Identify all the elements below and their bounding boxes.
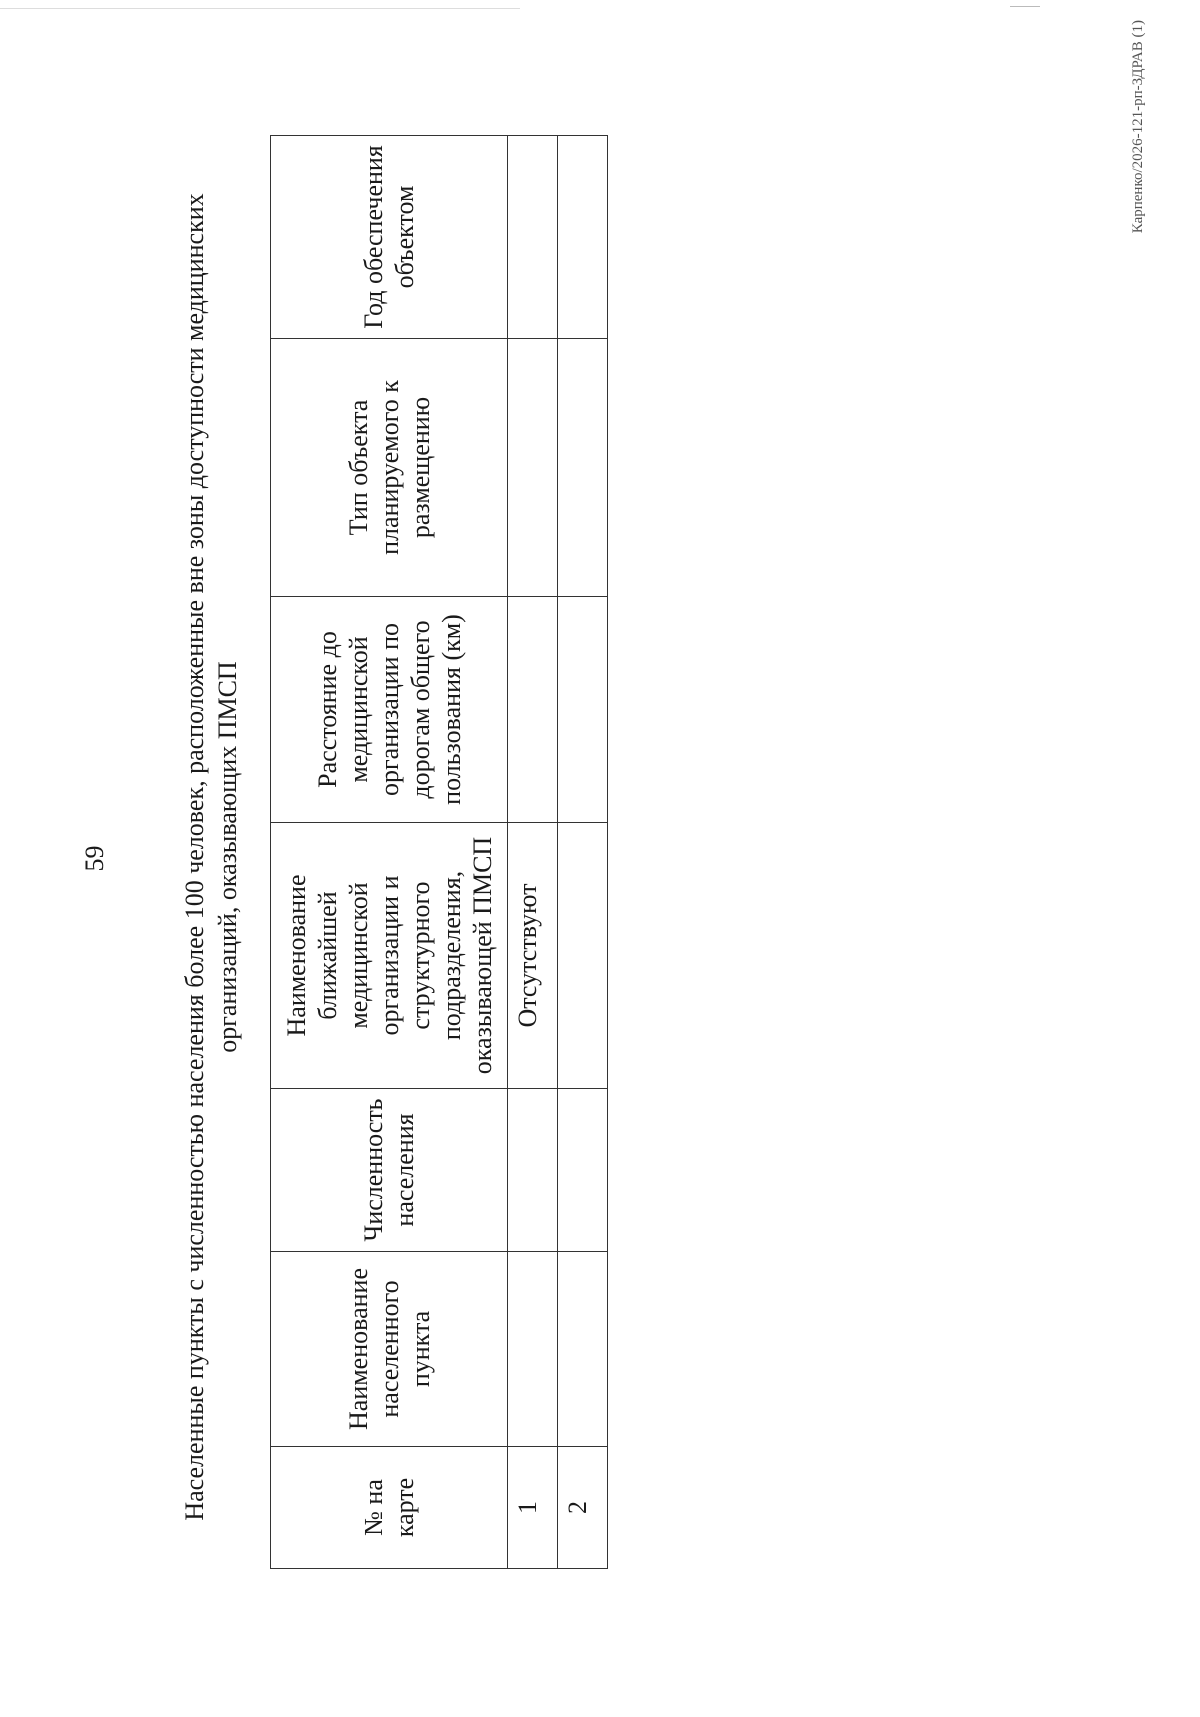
header-map-number: № на карте <box>271 1447 508 1569</box>
header-object-type: Тип объекта планируемого к размещению <box>271 339 508 597</box>
header-population: Численность населения <box>271 1089 508 1252</box>
page-number: 59 <box>80 845 109 872</box>
table-cell: Отсутствуют <box>508 823 558 1089</box>
table-cell <box>508 1089 558 1252</box>
title-line-1: Населенные пункты с численностью населения более 100 человек, расположенные вне зоны доступности медицинских <box>180 193 209 1521</box>
header-year: Год обеспечения объектом <box>271 136 508 339</box>
table-cell <box>508 1252 558 1447</box>
document-id: Карпенко/2026-121-рп-ЗДРАВ (1) <box>1130 20 1146 234</box>
data-table <box>270 135 608 1569</box>
table-cell <box>508 136 558 339</box>
table-cell <box>558 339 608 597</box>
table-cell <box>558 1089 608 1252</box>
table-header-row <box>271 136 508 1569</box>
table-cell <box>558 823 608 1089</box>
table-cell <box>558 1252 608 1447</box>
table-cell: 1 <box>508 1447 558 1569</box>
table-cell <box>508 339 558 597</box>
header-distance: Расстояние до медицинской организации по дорогам общего пользования (км) <box>271 597 508 823</box>
table-cell <box>558 597 608 823</box>
title-line-2: организаций, оказывающих ПМСП <box>213 661 242 1053</box>
document-title <box>178 147 244 1567</box>
header-nearest-organization: Наименование ближайшей медицинской организации и структурного подразделения, оказывающей ПМСП <box>271 823 508 1089</box>
table-row <box>508 136 558 1569</box>
table-cell <box>508 597 558 823</box>
table-cell: 2 <box>558 1447 608 1569</box>
table-cell <box>558 136 608 339</box>
table-row <box>558 136 608 1569</box>
header-settlement-name: Наименование населенного пункта <box>271 1252 508 1447</box>
